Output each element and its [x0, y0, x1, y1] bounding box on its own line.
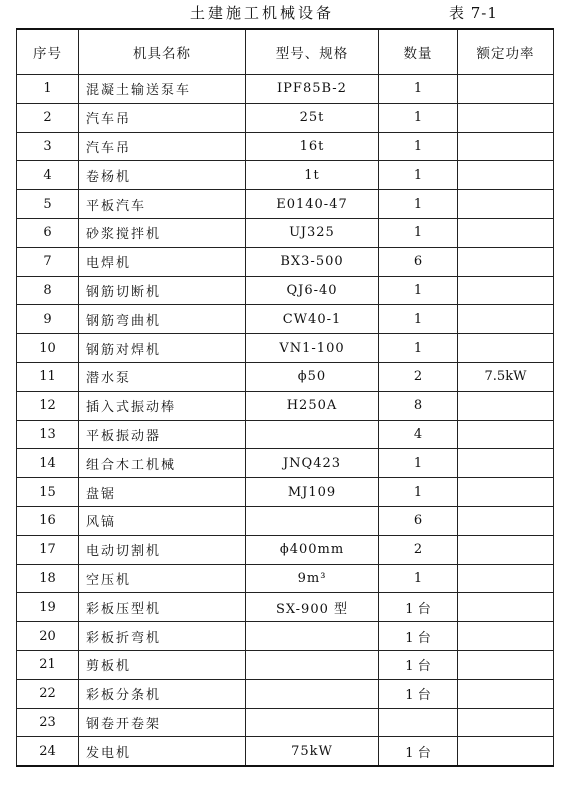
cell-name: 发电机 [79, 737, 246, 766]
table-row [17, 478, 554, 507]
table-header [17, 29, 554, 75]
cell-model [246, 506, 379, 535]
cell-qty: 6 [379, 247, 458, 276]
cell-model: JNQ423 [246, 449, 379, 478]
table-row [17, 650, 554, 679]
cell-power [458, 449, 554, 478]
table-row [17, 737, 554, 766]
cell-power [458, 305, 554, 334]
cell-power [458, 276, 554, 305]
cell-power [458, 391, 554, 420]
cell-no: 3 [17, 132, 79, 161]
cell-model: MJ109 [246, 478, 379, 507]
table-row [17, 276, 554, 305]
table-row [17, 506, 554, 535]
cell-model: ϕ400mm [246, 535, 379, 564]
cell-qty: 1 [379, 75, 458, 104]
cell-name: 潜水泵 [79, 362, 246, 391]
cell-name: 电焊机 [79, 247, 246, 276]
cell-qty: 1 [379, 478, 458, 507]
cell-model: QJ6-40 [246, 276, 379, 305]
table-body [17, 75, 554, 767]
table-row [17, 622, 554, 651]
table-title: 土建施工机械设备 [190, 4, 335, 22]
cell-no: 15 [17, 478, 79, 507]
cell-name: 剪板机 [79, 650, 246, 679]
cell-qty: 2 [379, 535, 458, 564]
cell-power [458, 218, 554, 247]
cell-no: 1 [17, 75, 79, 104]
cell-power [458, 737, 554, 766]
cell-no: 4 [17, 161, 79, 190]
cell-no: 19 [17, 593, 79, 622]
cell-model: 1t [246, 161, 379, 190]
cell-qty: 1 [379, 132, 458, 161]
cell-power [458, 506, 554, 535]
cell-power [458, 75, 554, 104]
cell-name: 汽车吊 [79, 103, 246, 132]
table-row [17, 190, 554, 219]
cell-no: 20 [17, 622, 79, 651]
cell-name: 电动切割机 [79, 535, 246, 564]
cell-qty: 1 台 [379, 622, 458, 651]
cell-qty: 1 台 [379, 650, 458, 679]
cell-qty: 1 [379, 305, 458, 334]
cell-power [458, 622, 554, 651]
cell-no: 8 [17, 276, 79, 305]
cell-model [246, 708, 379, 737]
cell-no: 16 [17, 506, 79, 535]
cell-no: 13 [17, 420, 79, 449]
cell-qty: 1 [379, 334, 458, 363]
cell-power [458, 132, 554, 161]
cell-qty: 1 [379, 190, 458, 219]
cell-name: 钢筋切断机 [79, 276, 246, 305]
header-qty: 数量 [379, 29, 458, 75]
cell-qty: 1 [379, 564, 458, 593]
cell-name: 混凝土输送泵车 [79, 75, 246, 104]
cell-power [458, 334, 554, 363]
cell-name: 砂浆搅拌机 [79, 218, 246, 247]
table-row [17, 247, 554, 276]
cell-no: 7 [17, 247, 79, 276]
cell-no: 18 [17, 564, 79, 593]
cell-power [458, 161, 554, 190]
cell-qty: 2 [379, 362, 458, 391]
cell-model: 9m³ [246, 564, 379, 593]
cell-no: 10 [17, 334, 79, 363]
table-caption [0, 0, 576, 26]
header-name: 机具名称 [79, 29, 246, 75]
cell-name: 卷杨机 [79, 161, 246, 190]
table-row [17, 334, 554, 363]
table-row [17, 132, 554, 161]
cell-power [458, 564, 554, 593]
table-row [17, 420, 554, 449]
cell-no: 5 [17, 190, 79, 219]
cell-name: 钢卷开卷架 [79, 708, 246, 737]
cell-no: 17 [17, 535, 79, 564]
cell-qty [379, 708, 458, 737]
table-row [17, 564, 554, 593]
header-power: 额定功率 [458, 29, 554, 75]
table-row [17, 305, 554, 334]
cell-model: SX-900 型 [246, 593, 379, 622]
cell-model: VN1-100 [246, 334, 379, 363]
cell-model: 75kW [246, 737, 379, 766]
cell-power [458, 247, 554, 276]
cell-model: UJ325 [246, 218, 379, 247]
cell-power [458, 478, 554, 507]
table-row [17, 75, 554, 104]
cell-power [458, 420, 554, 449]
cell-qty: 1 [379, 103, 458, 132]
cell-model [246, 420, 379, 449]
cell-name: 插入式振动棒 [79, 391, 246, 420]
cell-model: 25t [246, 103, 379, 132]
equipment-table [16, 28, 554, 767]
cell-name: 钢筋对焊机 [79, 334, 246, 363]
cell-name: 空压机 [79, 564, 246, 593]
cell-no: 14 [17, 449, 79, 478]
cell-name: 汽车吊 [79, 132, 246, 161]
cell-power: 7.5kW [458, 362, 554, 391]
cell-power [458, 650, 554, 679]
cell-power [458, 708, 554, 737]
table-row [17, 535, 554, 564]
cell-power [458, 679, 554, 708]
cell-no: 21 [17, 650, 79, 679]
cell-no: 6 [17, 218, 79, 247]
cell-model: ϕ50 [246, 362, 379, 391]
cell-name: 彩板分条机 [79, 679, 246, 708]
table-row [17, 679, 554, 708]
header-model: 型号、规格 [246, 29, 379, 75]
cell-power [458, 535, 554, 564]
cell-name: 彩板折弯机 [79, 622, 246, 651]
cell-model [246, 622, 379, 651]
table-number: 表 7-1 [449, 4, 498, 22]
cell-qty: 8 [379, 391, 458, 420]
cell-qty: 1 台 [379, 737, 458, 766]
cell-model: BX3-500 [246, 247, 379, 276]
table-row [17, 593, 554, 622]
table-row [17, 449, 554, 478]
table-row [17, 391, 554, 420]
cell-power [458, 593, 554, 622]
header-no: 序号 [17, 29, 79, 75]
table-row [17, 362, 554, 391]
table-row [17, 708, 554, 737]
cell-no: 22 [17, 679, 79, 708]
cell-no: 11 [17, 362, 79, 391]
cell-name: 钢筋弯曲机 [79, 305, 246, 334]
cell-qty: 6 [379, 506, 458, 535]
cell-no: 24 [17, 737, 79, 766]
cell-model [246, 679, 379, 708]
cell-qty: 4 [379, 420, 458, 449]
table-row [17, 161, 554, 190]
cell-model [246, 650, 379, 679]
cell-no: 9 [17, 305, 79, 334]
cell-name: 彩板压型机 [79, 593, 246, 622]
cell-no: 2 [17, 103, 79, 132]
cell-qty: 1 [379, 218, 458, 247]
cell-name: 组合木工机械 [79, 449, 246, 478]
cell-name: 平板振动器 [79, 420, 246, 449]
cell-no: 23 [17, 708, 79, 737]
table-row [17, 103, 554, 132]
cell-name: 风镐 [79, 506, 246, 535]
cell-qty: 1 [379, 449, 458, 478]
cell-model: 16t [246, 132, 379, 161]
cell-qty: 1 台 [379, 679, 458, 708]
cell-model: CW40-1 [246, 305, 379, 334]
cell-power [458, 103, 554, 132]
cell-name: 盘锯 [79, 478, 246, 507]
cell-name: 平板汽车 [79, 190, 246, 219]
cell-qty: 1 [379, 276, 458, 305]
cell-model: E0140-47 [246, 190, 379, 219]
cell-no: 12 [17, 391, 79, 420]
cell-power [458, 190, 554, 219]
cell-qty: 1 [379, 161, 458, 190]
cell-model: IPF85B-2 [246, 75, 379, 104]
cell-qty: 1 台 [379, 593, 458, 622]
header-row [17, 29, 554, 75]
cell-model: H250A [246, 391, 379, 420]
table-row [17, 218, 554, 247]
